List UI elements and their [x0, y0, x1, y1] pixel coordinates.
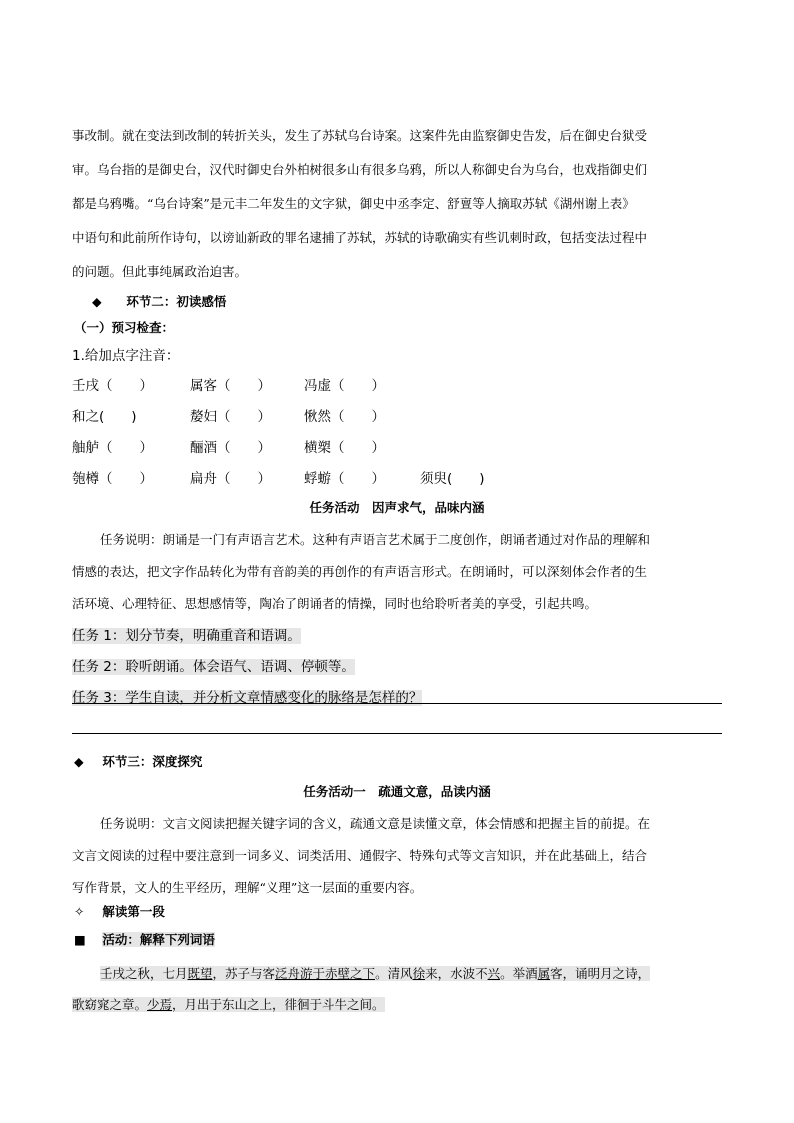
text-span: ，苏子与客 — [212, 966, 276, 981]
diamond-bullet-icon: ◆ — [92, 294, 102, 309]
intro-line-2: 审。乌台指的是御史台，汉代时御史台外柏树很多山有很多乌鸦，所以人称御史台为乌台，也戏指御史们 — [72, 162, 648, 177]
text-span: 歌窈窕之章。 — [72, 997, 148, 1012]
pinyin-item: 扁舟（ ） — [190, 471, 271, 487]
intro-line-4: 中语句和此前所作诗句，以谤讪新政的罪名逮捕了苏轼，苏轼的诗歌确实有些讥刺时政，包括变法过程中 — [72, 230, 648, 245]
task-2 — [72, 655, 355, 675]
activity-title: 活动：解释下列词语 — [102, 932, 215, 947]
intro-line-1: 事改制。就在变法到改制的转折关头，发生了苏轼乌台诗案。这案件先由监察御史告发，后在御史台狱受 — [72, 128, 648, 143]
text-span: 来，水波不 — [425, 966, 488, 981]
task-activity-title: 任务活动 因声求气，品味内涵 — [309, 500, 485, 515]
answer-line — [72, 733, 722, 734]
pinyin-item: 属客（ ） — [190, 378, 271, 394]
task-3-text: 任务 3：学生自读，并分析文章情感变化的脉络是怎样的？ — [72, 690, 423, 706]
task-description-line-2: 情感的表达，把文字作品转化为带有音韵美的再创作的有声语言形式。在朗诵时，可以深刻体会作者的生 — [72, 564, 648, 579]
pinyin-item: 嫠妇（ ） — [190, 409, 271, 425]
key-word: 兴 — [487, 966, 501, 981]
task-description-line-2: 文言文阅读的过程中要注意到一词多义、词类活用、通假字、特殊句式等文言知识，并在此基础上，结合 — [72, 848, 648, 863]
intro-line-3: 都是乌鸦嘴。“乌台诗案”是元丰二年发生的文字狱，御史中丞李定、舒亶等人摘取苏轼《湖州谢上表》 — [72, 196, 635, 211]
pinyin-item: 冯虚（ ） — [304, 378, 385, 394]
task-1 — [72, 624, 301, 644]
text-span: 壬戌之秋，七月 — [100, 966, 188, 981]
subsection-heading — [74, 902, 165, 920]
pinyin-item: 匏樽（ ） — [72, 471, 153, 487]
text-span: 客，诵明月之诗， — [550, 966, 651, 981]
task-1-text: 任务 1：划分节奏，明确重音和语调。 — [72, 628, 301, 644]
text-span: ，月出于东山之上，徘徊于斗牛之间。 — [172, 997, 385, 1012]
pinyin-item: 壬戌（ ） — [72, 378, 153, 394]
pinyin-item: 横槊（ ） — [304, 440, 385, 456]
answer-line — [72, 703, 722, 704]
section2-heading — [92, 292, 226, 310]
classical-text-line-1 — [100, 964, 650, 982]
pinyin-item: 须臾( ) — [420, 471, 485, 487]
task-description-line-3: 活环境、心理特征、思想感情等，陶冶了朗诵者的情操，同时也给聆听者美的享受，引起共鸣。 — [72, 596, 598, 611]
key-word: 泛舟游于赤壁之下 — [275, 966, 376, 981]
subsection-title: 解读第一段 — [102, 904, 165, 919]
key-word: 少焉 — [147, 997, 173, 1012]
sparkle-bullet-icon: ✧ — [74, 904, 85, 919]
text-span: 。清风 — [375, 966, 413, 981]
section3-title: 环节三：深度探究 — [102, 754, 203, 769]
pinyin-item: 蜉蝣（ ） — [304, 471, 385, 487]
task-2-text: 任务 2：聆听朗诵。体会语气、语调、停顿等。 — [72, 659, 355, 675]
section2-subtitle: （一）预习检查： — [74, 320, 175, 335]
key-word: 既望 — [187, 966, 213, 981]
key-word: 属 — [537, 966, 551, 981]
task-description-line-3: 写作背景，文人的生平经历，理解“义理”这一层面的重要内容。 — [72, 880, 423, 895]
classical-text-line-2 — [72, 995, 385, 1013]
task-description-line-1: 任务说明：文言文阅读把握关键字词的含义，疏通文意是读懂文章，体会情感和把握主旨的前提。在 — [100, 816, 651, 831]
task-description-line-1: 任务说明：朗诵是一门有声语言艺术。这种有声语言艺术属于二度创作，朗诵者通过对作品的理解和 — [100, 532, 651, 547]
text-span: 。举酒 — [500, 966, 538, 981]
pinyin-item: 愀然（ ） — [304, 409, 385, 425]
pinyin-item: 和之( ) — [72, 409, 137, 425]
key-word: 徐 — [412, 966, 426, 981]
pinyin-item: 酾酒（ ） — [190, 440, 271, 456]
intro-line-5: 的问题。但此事纯属政治迫害。 — [72, 264, 248, 279]
square-bullet-icon: ■ — [74, 932, 86, 947]
pinyin-item: 舳舻（ ） — [72, 440, 153, 456]
diamond-bullet-icon: ◆ — [74, 754, 84, 769]
section3-heading — [74, 752, 202, 770]
activity-heading — [74, 930, 215, 948]
question-1: 1.给加点字注音： — [72, 348, 180, 364]
task-activity-one-title: 任务活动一 疏通文意，品读内涵 — [303, 784, 491, 799]
section2-title: 环节二：初读感悟 — [126, 294, 227, 309]
